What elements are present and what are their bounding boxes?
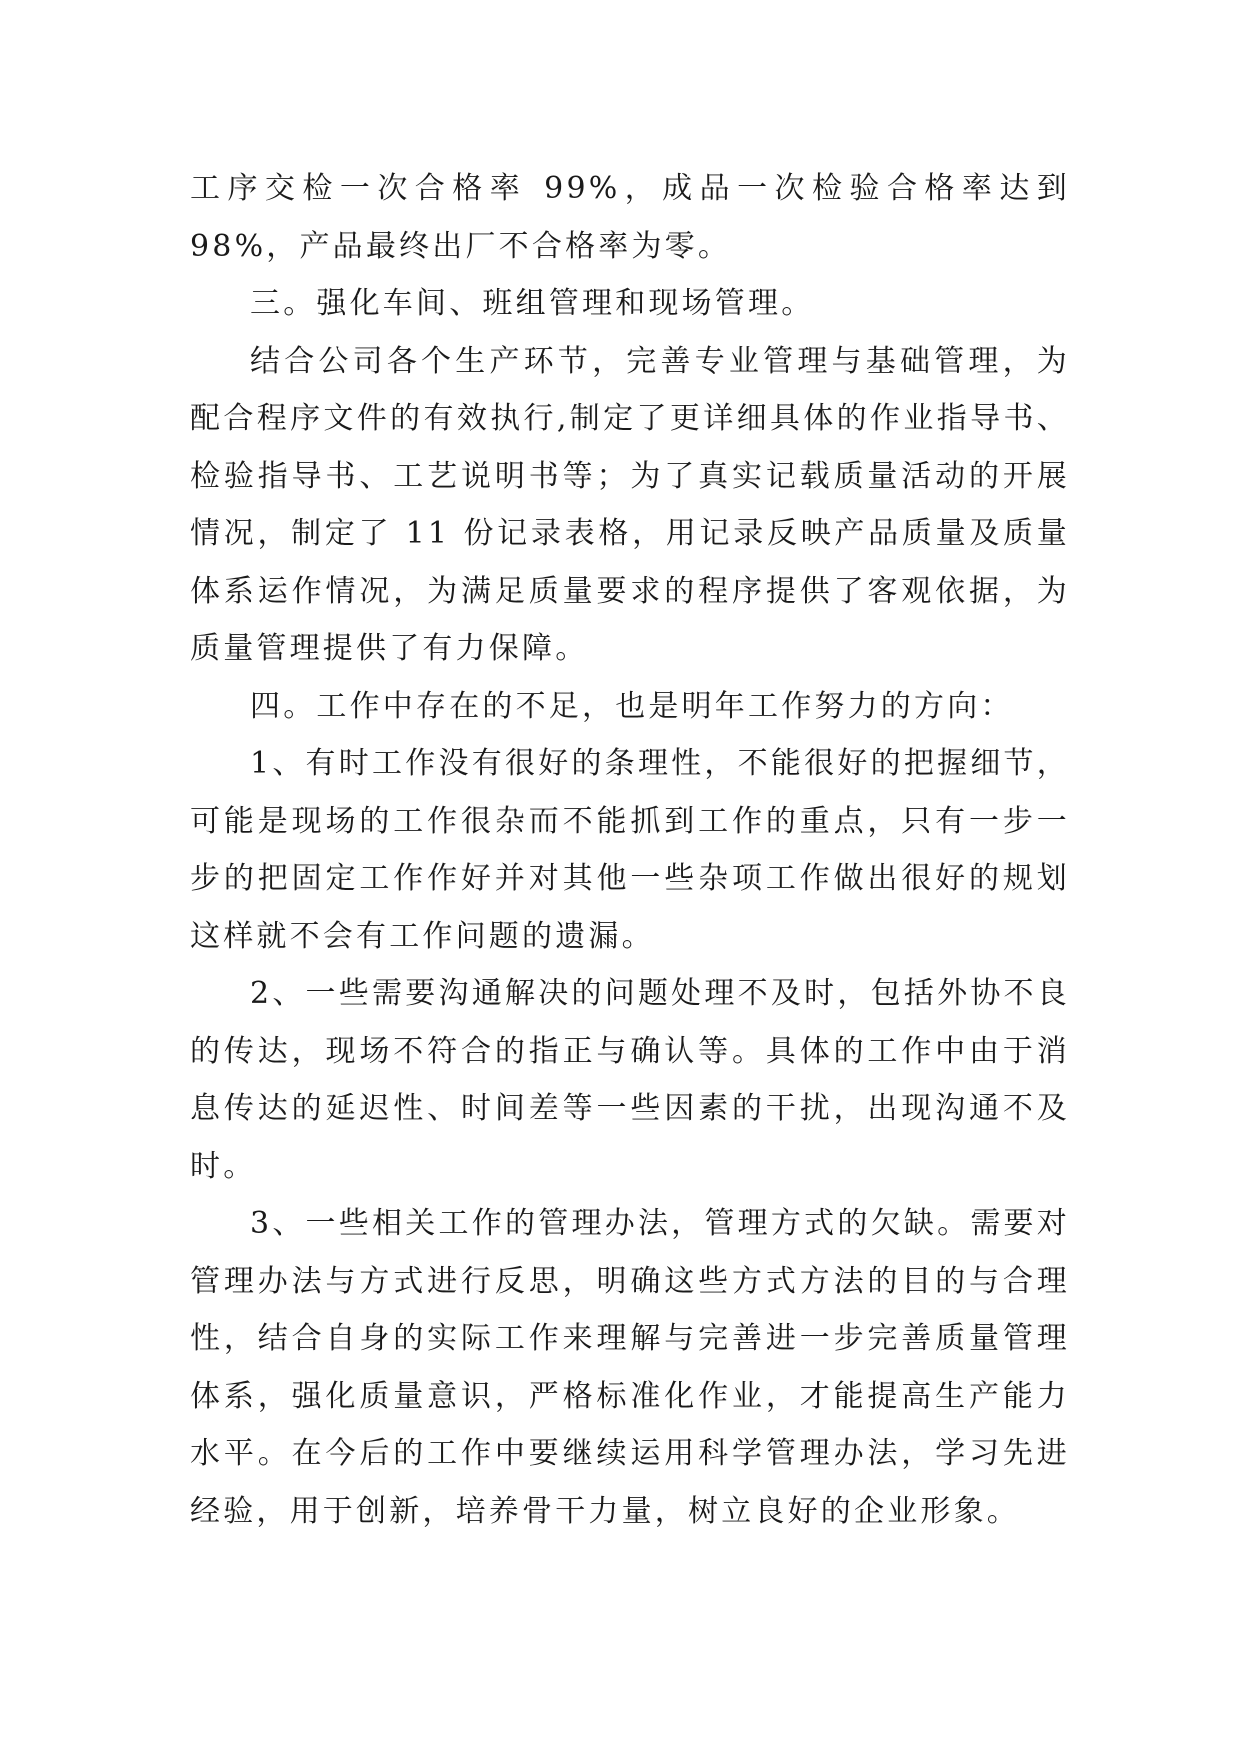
list-item-1: 1、有时工作没有很好的条理性，不能很好的把握细节，可能是现场的工作很杂而不能抓到工作的重点，只有一步一步的把固定工作作好并对其他一些杂项工作做出很好的规划这样就不会有工作问题的遗漏。 [190, 746, 1070, 954]
section-heading-4: 四。工作中存在的不足，也是明年工作努力的方向： [250, 688, 1014, 724]
list-item-3: 3、一些相关工作的管理办法，管理方式的欠缺。需要对管理办法与方式进行反思，明确这些方式方法的目的与合理性，结合自身的实际工作来理解与完善进一步完善质量管理体系，强化质量意识，严格标准化作业，才能提高生产能力水平。在今后的工作中要继续运用科学管理办法，学习先进经验，用于创新，培养骨干力量，树立良好的企业形象。 [190, 1206, 1070, 1529]
section-heading-3: 三。强化车间、班组管理和现场管理。 [250, 286, 815, 321]
document-body [190, 160, 1070, 1540]
paragraph-management-docs: 结合公司各个生产环节，完善专业管理与基础管理，为配合程序文件的有效执行,制定了更详细具体的作业指导书、检验指导书、工艺说明书等；为了真实记载质量活动的开展情况，制定了 11 份记录表格，用记录反映产品质量及质量体系运作情况，为满足质量要求的程序提供了客观依据，为质量管理提供了有力保障。 [190, 343, 1070, 666]
paragraph-pass-rates: 工序交检一次合格率 99%，成品一次检验合格率达到 98%，产品最终出厂不合格率为零。 [190, 171, 1070, 264]
list-item-2: 2、一些需要沟通解决的问题处理不及时，包括外协不良的传达，现场不符合的指正与确认等。具体的工作中由于消息传达的延迟性、时间差等一些因素的干扰，出现沟通不及时。 [190, 976, 1070, 1184]
